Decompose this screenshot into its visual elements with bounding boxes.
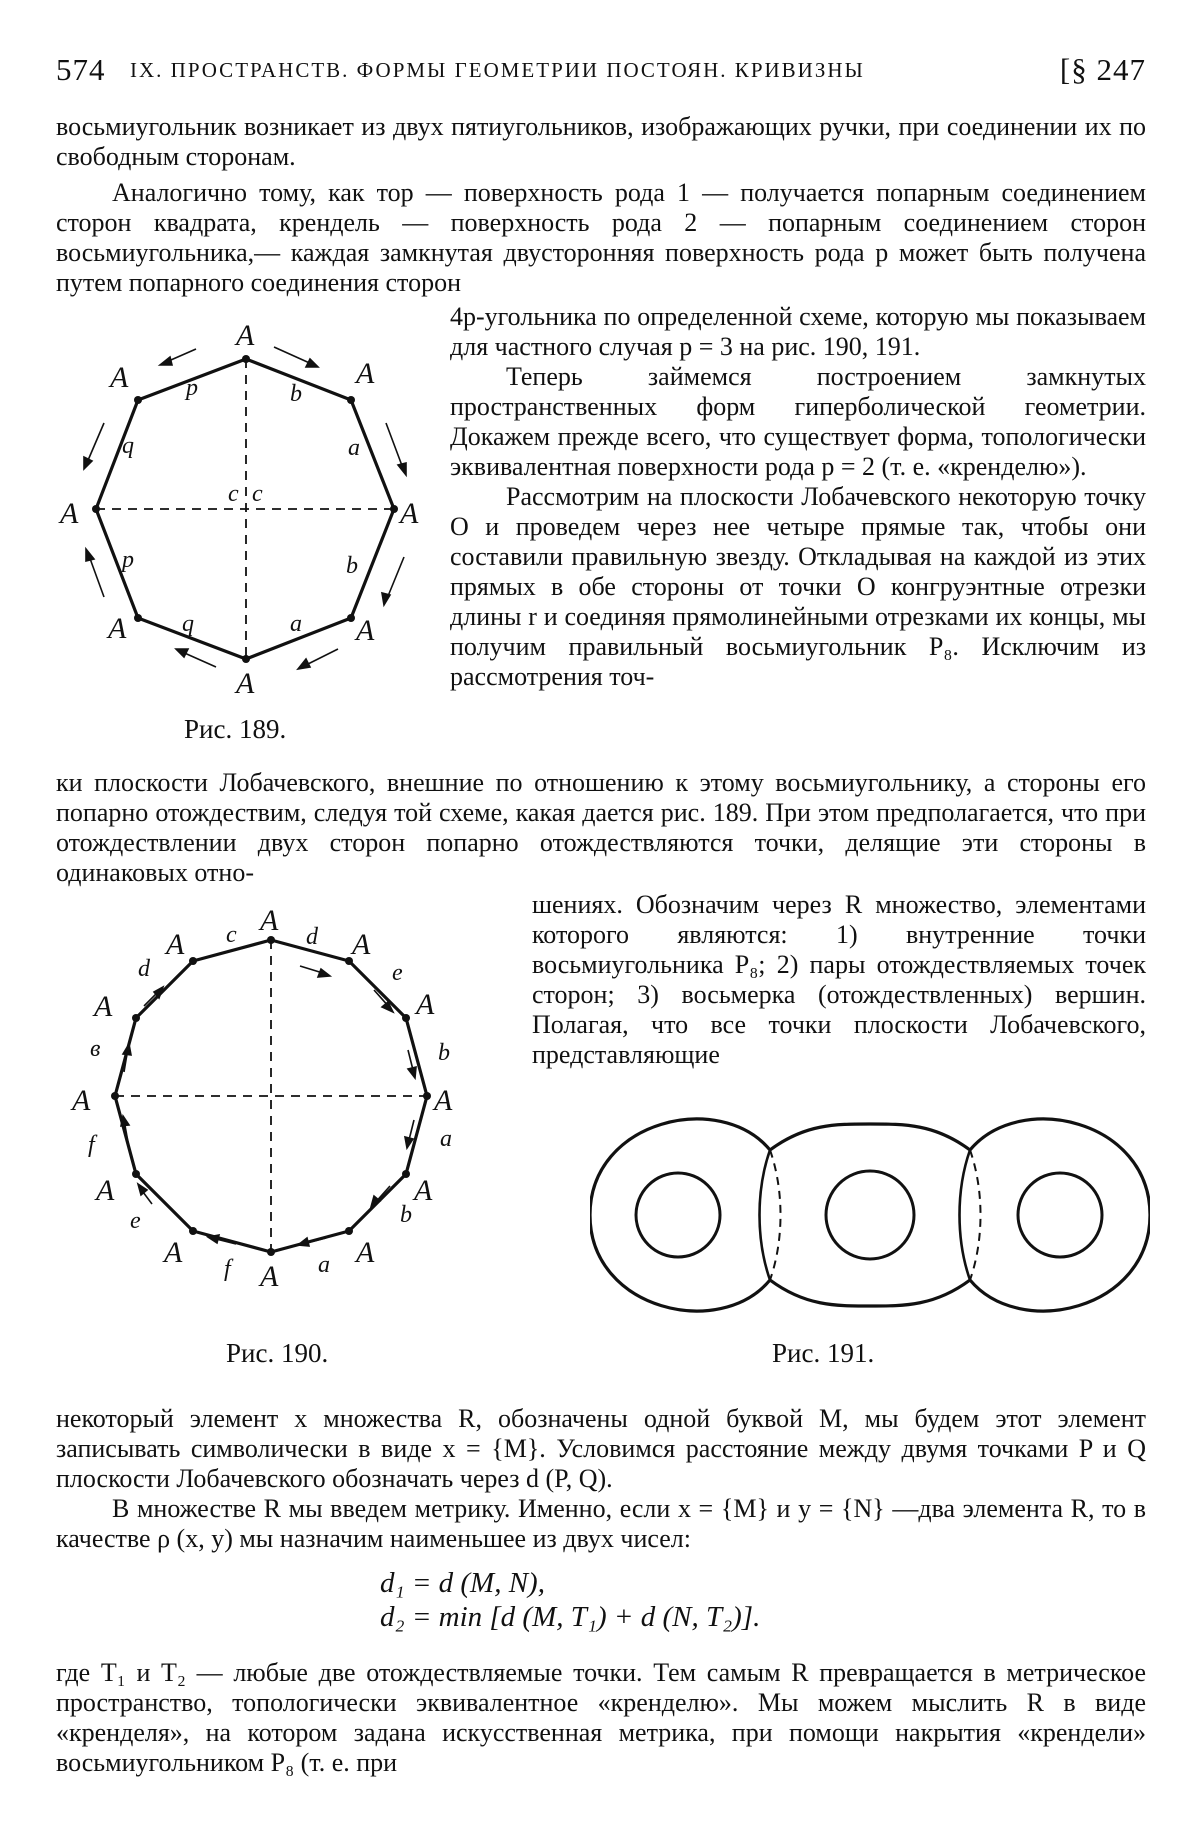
edge-label: e [392,960,403,986]
vertex-label: A [400,497,419,530]
center-label: c [252,481,263,507]
vertex-label: A [416,988,435,1021]
text-block-9: В множестве R мы введем метрику. Именно, если x = {M} и y = {N} —два элемента R, то в качестве ρ (x, y) мы назначим наименьшее из двух чисел: [56,1494,1146,1553]
figure-189 [56,315,436,705]
octagon-diagram [56,315,436,705]
center-label: c [228,481,239,507]
page-number: 574 [56,52,106,87]
edge-label: p [122,547,134,573]
vertex-label: A [96,1174,115,1207]
genus-3-surface-diagram [590,1110,1150,1330]
text-block-6: ки плоскости Лобачевского, внешние по отношению к этому восьмиугольнику, а стороны его попарно отождествим, следуя той схеме, какая дается рис. 189. При этом предполагается, что при отождествлении двух сторон попарно отождествляются точки, делящие эти стороны в одинаковых отно- [56,768,1146,887]
vertex-label: A [94,990,113,1023]
text-block-7: шениях. Обозначим через R множество, элементами которого являются: 1) внутренние точки восьмиугольника P₈; 2) пары отождествляемых точек сторон; 3) восьмерка (отождествленных) вершин. Полагая, что все точки плоскости Лобачевского, представляющие [532,890,1146,1069]
edge-label: e [130,1208,141,1234]
text-block-2: Аналогично тому, как тор — поверхность рода 1 — получается попарным соединением сторон квадрата, крендель — поверхность рода 2 — попарным соединением сторон восьмиугольника,— каждая замкнутая двусторонняя поверхность рода p может быть получена путем попарного соединения сторон [56,178,1146,297]
figure-190 [56,910,476,1310]
edge-label: d [306,924,318,950]
vertex-label: A [356,357,375,390]
paragraph-right-column-1 [450,302,1146,692]
vertex-label: A [260,1260,279,1293]
edge-label: c [226,922,237,948]
vertex-label: A [434,1084,453,1117]
edge-label: a [318,1252,330,1278]
figure-191 [590,1110,1150,1330]
vertex-label: A [164,1236,183,1269]
edge-label: b [400,1202,412,1228]
running-title: IX. ПРОСТРАНСТВ. ФОРМЫ ГЕОМЕТРИИ ПОСТОЯН. КРИВИЗНЫ [130,58,865,82]
text-block-1: восьмиугольник возникает из двух пятиугольников, изображающих ручки, при соединении их по свободным сторонам. [56,112,1146,171]
formula-line-1: d₁ = d (M, N), [380,1567,545,1599]
figure-190-caption: Рис. 190. [226,1338,329,1368]
vertex-label: A [72,1084,91,1117]
formula-line-2: d₂ = min [d (M, T₁) + d (N, T₂)]. [380,1601,761,1633]
edge-label: в [90,1036,101,1062]
vertex-label: A [108,612,127,645]
vertex-label: A [110,361,129,394]
paragraph-continuation [56,112,1146,172]
edge-label: b [438,1040,450,1066]
paragraph-full-width [56,768,1146,888]
edge-label: a [348,435,360,461]
edge-label: d [138,956,150,982]
figure-189-caption: Рис. 189. [184,714,287,744]
edge-label: a [290,611,302,637]
vertex-label: A [356,614,375,647]
text-block-5: Рассмотрим на плоскости Лобачевского некоторую точку O и проведем через нее четыре прямые так, чтобы они составили правильную звезду. Откладывая на каждой из этих прямых в обе стороны от точки O конгруэнтные отрезки длины r и соединяя прямолинейными отрезками их концы, мы получим правильный восьмиугольник P₈. Исключим из рассмотрения точ- [450,482,1146,691]
vertex-label: A [236,319,255,352]
vertex-label: A [166,928,185,961]
page-header [56,52,1146,96]
edge-label: q [122,433,134,459]
edge-label: p [186,375,198,401]
edge-label: a [440,1126,452,1152]
paragraph-right-column-2 [532,890,1146,1070]
text-block-10: где T₁ и T₂ — любые две отождествляемые точки. Тем самым R превращается в метрическое пространство, топологически эквивалентное «кренделю». Мы можем мыслить R в виде «кренделя», на котором задана искусственная метрика, при помощи накрытия «крендели» восьмиугольником P₈ (т. е. при [56,1658,1146,1777]
section-number: [§ 247 [1059,52,1146,87]
vertex-label: A [356,1236,375,1269]
dodecagon-diagram [56,910,476,1310]
figure-191-caption: Рис. 191. [772,1338,875,1368]
text-block-4: Теперь займемся построением замкнутых пространственных форм гиперболической геометрии. Докажем прежде всего, что существует форма, топологически эквивалентная поверхности рода p = 2 (т. е. «кренделю»). [450,362,1146,481]
metric-formula [380,1566,760,1634]
vertex-label: A [352,928,371,961]
edge-label: b [290,381,302,407]
edge-label: q [182,611,194,637]
paragraph-analogy [56,178,1146,298]
text-block-3: 4p-угольника по определенной схеме, которую мы показываем для частного случая p = 3 на рис. 190, 191. [450,302,1146,361]
vertex-label: A [236,667,255,700]
vertex-label: A [260,910,279,937]
paragraph-element [56,1404,1146,1554]
text-block-8: некоторый элемент x множества R, обозначены одной буквой M, мы будем этот элемент записывать символически в виде x = {M}. Условимся расстояние между двумя точками P и Q плоскости Лобачевского обозначать через d (P, Q). [56,1404,1146,1493]
vertex-label: A [60,497,79,530]
paragraph-conclusion [56,1658,1146,1778]
edge-label: f [224,1256,231,1282]
edge-label: f [88,1132,95,1158]
vertex-label: A [414,1174,433,1207]
edge-label: b [346,553,358,579]
